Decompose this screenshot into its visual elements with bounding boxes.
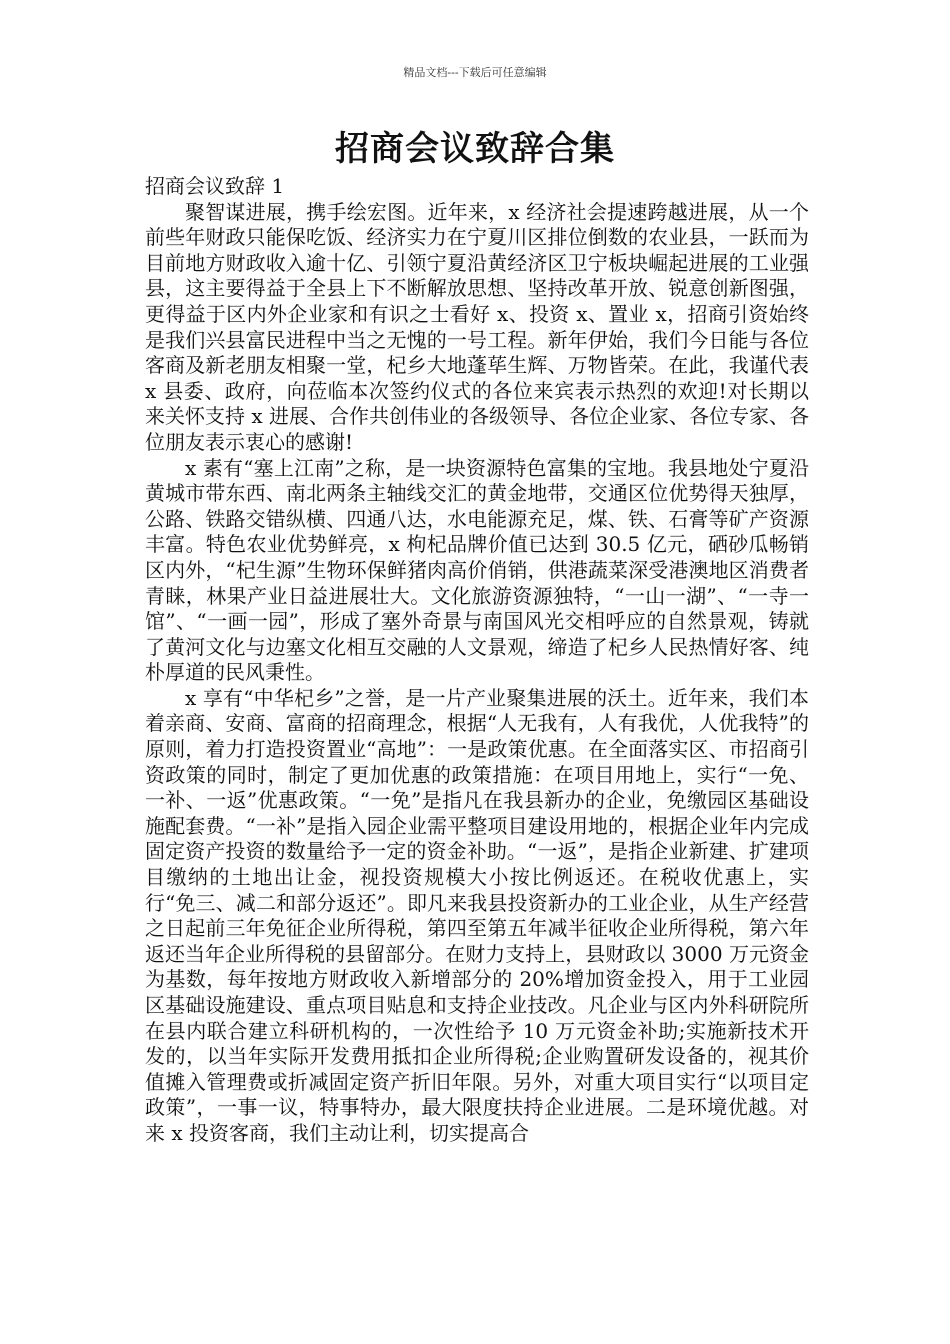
section-heading: 招商会议致辞 1 [145,174,285,198]
paragraph-1: 聚智谋进展，携手绘宏图。近年来，x 经济社会提速跨越进展，从一个前些年财政只能保吃饭、经济实力在宁夏川区排位倒数的农业县，一跃而为目前地方财政收入逾十亿、引领宁夏沿黄经济区卫宁板块崛起进展的工业强县，这主要得益于全县上下不断解放思想、坚持改革开放、锐意创新图强，更得益于区内外企业家和有识之士看好 x、投资 x、置业 x，招商引资始终是我们兴县富民进程中当之无愧的一号工程。新年伊始，我们今日能与各位客商及新老朋友相聚一堂，杞乡大地蓬荜生辉、万物皆荣。在此，我谨代表 x 县委、政府，向莅临本次签约仪式的各位来宾表示热烈的欢迎!对长期以来关怀支持 x 进展、合作共创伟业的各级领导、各位企业家、各位专家、各位朋友表示衷心的感谢! [145,199,809,454]
document-title: 招商会议致辞合集 [335,129,615,169]
document-body [145,174,809,1147]
paragraph-3: x 享有“中华杞乡”之誉，是一片产业聚集进展的沃土。近年来，我们本着亲商、安商、富商的招商理念，根据“人无我有，人有我优，人优我特”的原则，着力打造投资置业“高地”：一是政策优惠。在全面落实区、市招商引资政策的同时，制定了更加优惠的政策措施：在项目用地上，实行“一免、一补、一返”优惠政策。“一免”是指凡在我县新办的企业，免缴园区基础设施配套费。“一补”是指入园企业需平整项目建设用地的，根据企业年内完成固定资产投资的数量给予一定的资金补助。“一返”，是指企业新建、扩建项目缴纳的土地出让金，视投资规模大小按比例返还。在税收优惠上，实行“免三、减二和部分返还”。即凡来我县投资新办的工业企业，从生产经营之日起前三年免征企业所得税，第四至第五年减半征收企业所得税，第六年返还当年企业所得税的县留部分。在财力支持上，县财政以 3000 万元资金为基数，每年按地方财政收入新增部分的 20%增加资金投入，用于工业园区基础设施建设、重点项目贴息和支持企业技改。凡企业与区内外科研院所在县内联合建立科研机构的，一次性给予 10 万元资金补助;实施新技术开发的，以当年实际开发费用抵扣企业所得税;企业购置研发设备的，视其价值摊入管理费或折减固定资产折旧年限。另外，对重大项目实行“以项目定政策”，一事一议，特事特办，最大限度扶持企业进展。二是环境优越。对来 x 投资客商，我们主动让利，切实提高合 [145,685,809,1145]
paragraph-2: x 素有“塞上江南”之称，是一块资源特色富集的宝地。我县地处宁夏沿黄城市带东西、南北两条主轴线交汇的黄金地带，交通区位优势得天独厚，公路、铁路交错纵横、四通八达，水电能源充足，煤、铁、石膏等矿产资源丰富。特色农业优势鲜亮，x 枸杞品牌价值已达到 30.5 亿元，硒砂瓜畅销区内外，“杞生源”生物环保鲜猪肉高价俏销，供港蔬菜深受港澳地区消费者青睐，林果产业日益进展壮大。文化旅游资源独特，“一山一湖”、“一寺一馆”、“一画一园”，形成了塞外奇景与南国风光交相呼应的自然景观，铸就了黄河文化与边塞文化相互交融的人文景观，缔造了杞乡人民热情好客、纯朴厚道的民风秉性。 [145,455,809,685]
page-header-note: 精品文档---下载后可任意编辑 [403,66,547,79]
